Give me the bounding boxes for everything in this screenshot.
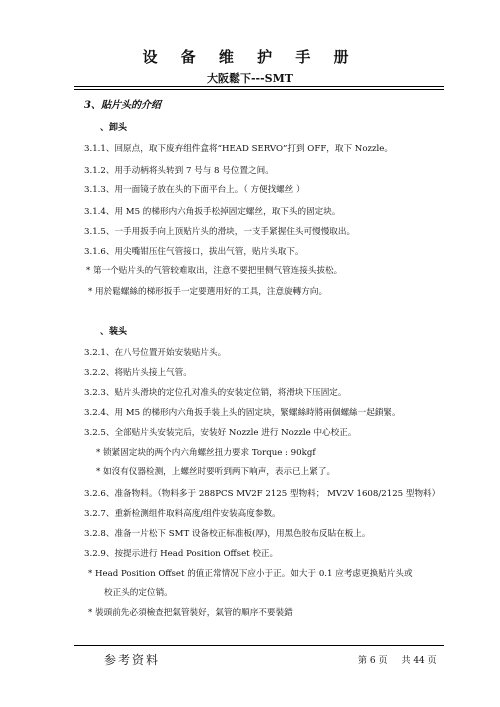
footer-rule [74, 645, 444, 646]
install-step: 3.2.3、贴片头滑块的定位孔对准头的安装定位销，将滑块下压固定。 [84, 388, 347, 398]
final-note: 校正头的定位销。 [104, 588, 173, 598]
final-note: * 裝頭前先必須檢查把氣管裝好，氣管的順序不要裝錯 [88, 608, 293, 618]
remove-step: 3.1.2、用手动柄将头转到 7 号与 8 号位置之间。 [84, 166, 274, 176]
remove-step: 3.1.1、回原点，取下废弃组件盒将“HEAD SERVO”打到 OFF，取下 Nozzle。 [84, 144, 393, 154]
install-heading: 、装头 [100, 327, 128, 337]
page-subtitle: 大阪鬆下---SMT [206, 72, 293, 85]
remove-heading: 、卸头 [100, 123, 128, 133]
footer-page-info [358, 653, 437, 666]
remove-step: 3.1.4、用 M5 的梯形内六角扳手松掉固定螺丝，取下头的固定块。 [84, 207, 341, 217]
install-step: 3.2.5、全部贴片头安装完后，安装好 Nozzle 进行 Nozzle 中心校正。 [84, 428, 357, 438]
remove-step: 3.1.6、用尖嘴钳压住气管接口，拔出气管，贴片头取下。 [84, 247, 304, 257]
install-step: 3.2.9、按提示进行 Head Position Offset 校正。 [84, 549, 279, 559]
remove-step: 3.1.3、用一面镜子放在头的下面平台上。（ 方便找螺丝 ） [84, 185, 305, 195]
install-step: 3.2.4、用 M5 的梯形内六角扳手装上头的固定块，緊螺絲時將兩個螺絲一起鎖緊。 [84, 408, 401, 418]
page-number: 第 6 页 [358, 656, 388, 666]
install-note: * 锁紧固定块的两个内六角螺丝扭力要求 Torque : 90kgf [96, 448, 316, 458]
footer-label: 参考资料 [104, 653, 161, 667]
install-step: 3.2.8、准备一片松下 SMT 设备校正标准板(厚)，用黑色胶布反貼在板上。 [84, 529, 371, 539]
install-step: 3.2.6、准备物料。（物料多于 288PCS MV2F 2125 型物料； MV2V 1608/2125 型物料） [84, 489, 441, 499]
section-heading: 3、貼片头的介绍 [84, 100, 161, 111]
page-title: 设 备 维 护 手 册 [142, 48, 358, 66]
page-total: 共 44 页 [401, 656, 437, 666]
remove-step: 3.1.5、一手用扳手向上顶贴片头的滑块，一支手紧握住头可慢慢取出。 [84, 227, 356, 237]
remove-note: * 用於鬆螺絲的梯形扳手一定要選用好的工具，注意旋轉方向。 [88, 287, 328, 297]
install-step: 3.2.1、在八号位置开始安装贴片头。 [84, 348, 227, 358]
install-step: 3.2.7、重新检测组件取料高度/组件安装高度参数。 [84, 509, 281, 519]
install-step: 3.2.2、将贴片头接上气管。 [84, 368, 192, 378]
install-note: * 如沒有仪器检测，上螺丝时要听到两下响声，表示已上紧了。 [96, 467, 336, 477]
remove-note: * 第一个贴片头的气管较难取出，注意不要把里侧气管连接头拔松。 [86, 266, 343, 276]
final-note: * Head Position Offset 的值正常情况下应小于正。如大于 0.1 应考虑更换贴片头或 [88, 569, 413, 579]
